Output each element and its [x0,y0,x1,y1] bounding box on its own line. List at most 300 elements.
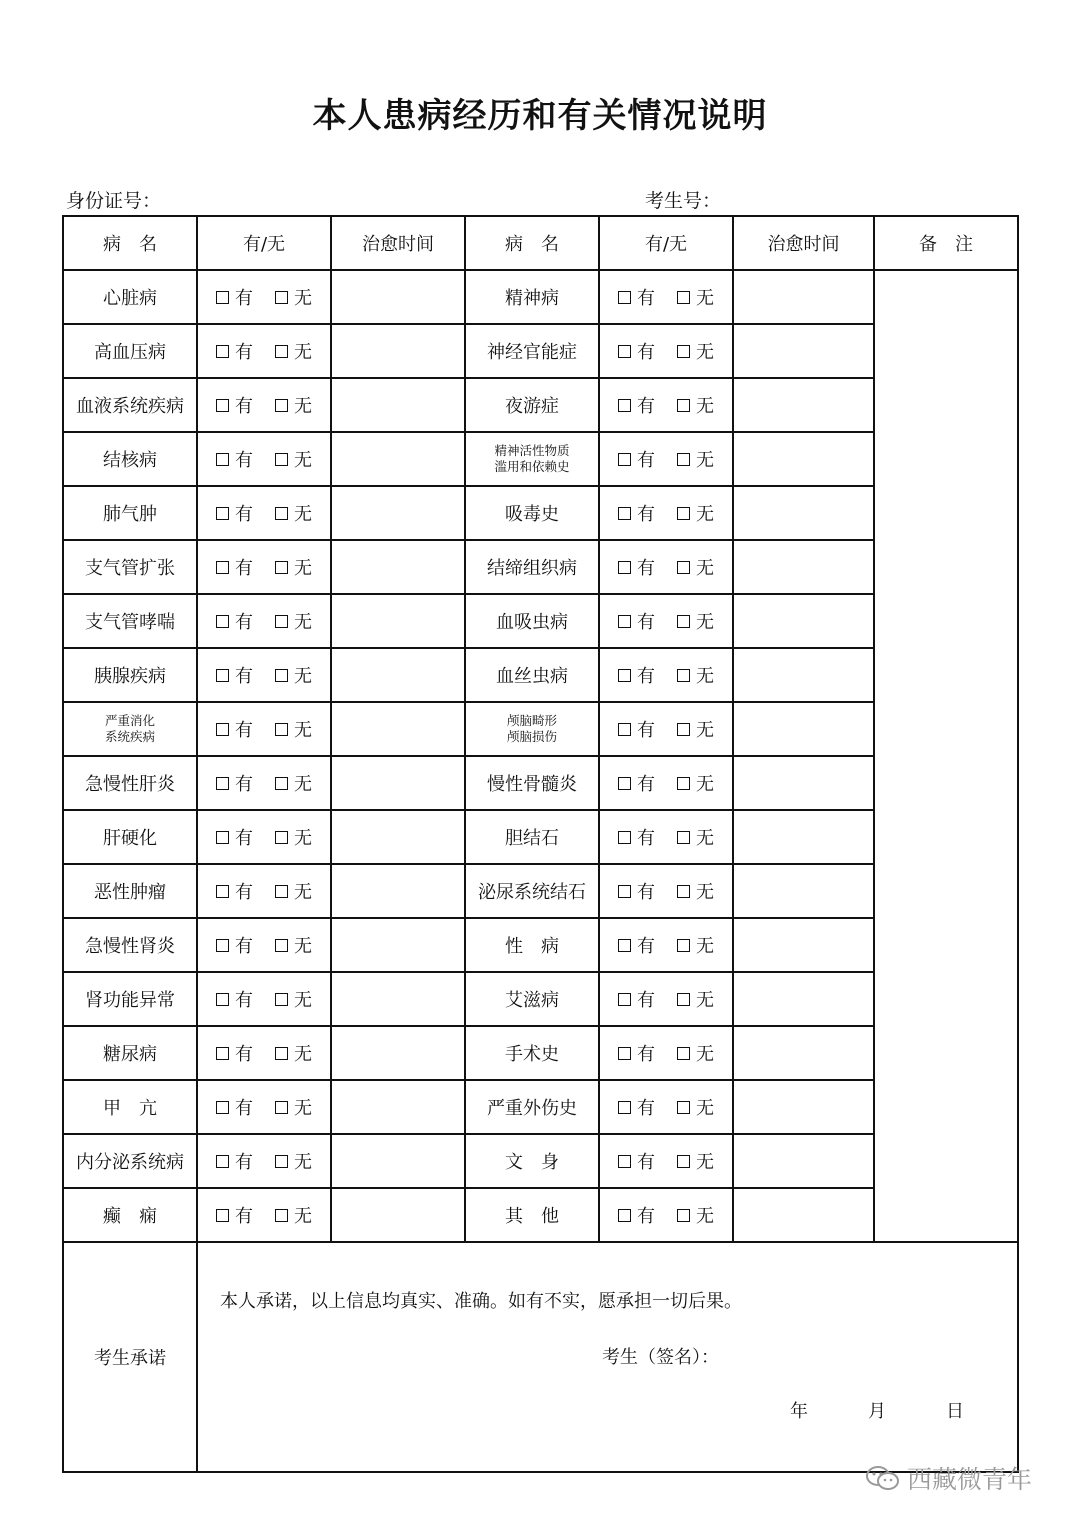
no-checkbox[interactable] [677,1040,714,1066]
left-cure-time-field[interactable] [331,1080,465,1134]
yes-checkbox[interactable] [216,446,253,472]
no-checkbox[interactable] [275,662,312,688]
left-cure-time-field[interactable] [331,864,465,918]
checkbox-square-icon[interactable] [618,723,631,736]
right-yes-no-options [599,486,733,540]
disease-label: 癫 痫 [103,1206,157,1227]
right-disease-name [465,918,599,972]
yes-checkbox[interactable] [216,932,253,958]
checkbox-square-icon[interactable] [618,939,631,952]
yes-checkbox[interactable] [216,770,253,796]
yes-checkbox[interactable] [216,824,253,850]
checkbox-square-icon[interactable] [275,291,288,304]
remarks-field[interactable] [874,270,1018,1242]
right-disease-name [465,1026,599,1080]
yes-checkbox[interactable] [618,500,655,526]
disease-label-line: 颅脑畸形 [506,713,557,728]
no-checkbox[interactable] [677,986,714,1012]
no-option-label: 无 [696,288,714,309]
left-yes-no-options [197,1026,331,1080]
no-checkbox[interactable] [275,716,312,742]
disease-label: 夜游症 [505,396,559,417]
yes-checkbox[interactable] [216,662,253,688]
right-yes-no-options [599,378,733,432]
checkbox-square-icon[interactable] [677,399,690,412]
checkbox-square-icon[interactable] [677,507,690,520]
right-cure-time-field[interactable] [733,1188,874,1242]
checkbox-square-icon[interactable] [618,453,631,466]
left-cure-time-field[interactable] [331,324,465,378]
no-checkbox[interactable] [275,392,312,418]
checkbox-square-icon[interactable] [618,1101,631,1114]
left-yes-no-options [197,918,331,972]
checkbox-square-icon[interactable] [677,453,690,466]
disease-label-line: 颅脑损伤 [506,729,557,744]
yes-checkbox[interactable] [216,608,253,634]
header-disease-name-right: 病 名 [465,216,599,270]
checkbox-square-icon[interactable] [216,777,229,790]
left-yes-no-options [197,594,331,648]
checkbox-square-icon[interactable] [216,1155,229,1168]
exam-number-label: 考生号： [645,190,722,212]
left-yes-no-options [197,1188,331,1242]
checkbox-square-icon[interactable] [216,993,229,1006]
no-option-label: 无 [696,1098,714,1119]
no-checkbox[interactable] [275,554,312,580]
checkbox-square-icon[interactable] [275,831,288,844]
yes-checkbox[interactable] [618,878,655,904]
right-cure-time-field[interactable] [733,1134,874,1188]
no-checkbox[interactable] [275,878,312,904]
no-checkbox[interactable] [677,1148,714,1174]
right-disease-name [465,810,599,864]
checkbox-square-icon[interactable] [618,291,631,304]
chat-bubble-icon [865,1464,901,1492]
disease-label: 结缔组织病 [487,558,577,579]
checkbox-square-icon[interactable] [618,1047,631,1060]
no-checkbox[interactable] [275,446,312,472]
left-disease-name [63,540,197,594]
left-cure-time-field[interactable] [331,594,465,648]
checkbox-square-icon[interactable] [618,1155,631,1168]
checkbox-square-icon[interactable] [618,885,631,898]
checkbox-square-icon[interactable] [275,939,288,952]
left-cure-time-field[interactable] [331,540,465,594]
right-disease-name [465,702,599,756]
left-disease-name [63,972,197,1026]
checkbox-square-icon[interactable] [275,993,288,1006]
disease-label-line: 严重消化 [104,713,155,728]
right-yes-no-options [599,918,733,972]
left-cure-time-field[interactable] [331,756,465,810]
no-option-label: 无 [294,558,312,579]
no-option-label: 无 [294,504,312,525]
disease-label: 糖尿病 [103,1044,157,1065]
no-checkbox[interactable] [677,1094,714,1120]
left-yes-no-options [197,972,331,1026]
right-disease-name [465,1080,599,1134]
no-checkbox[interactable] [677,554,714,580]
no-checkbox[interactable] [275,608,312,634]
right-cure-time-field[interactable] [733,540,874,594]
right-cure-time-field[interactable] [733,972,874,1026]
yes-checkbox[interactable] [618,716,655,742]
checkbox-square-icon[interactable] [618,831,631,844]
no-checkbox[interactable] [677,1202,714,1228]
checkbox-square-icon[interactable] [275,507,288,520]
no-checkbox[interactable] [677,770,714,796]
yes-option-label: 有 [637,666,655,687]
checkbox-square-icon[interactable] [216,561,229,574]
pledge-row [63,1242,1018,1472]
no-checkbox[interactable] [677,824,714,850]
checkbox-square-icon[interactable] [275,1101,288,1114]
checkbox-square-icon[interactable] [677,777,690,790]
no-checkbox[interactable] [677,392,714,418]
yes-checkbox[interactable] [618,392,655,418]
yes-option-label: 有 [637,1044,655,1065]
checkbox-square-icon[interactable] [677,885,690,898]
disease-label: 精神病 [505,288,559,309]
checkbox-square-icon[interactable] [216,615,229,628]
checkbox-square-icon[interactable] [618,507,631,520]
checkbox-square-icon[interactable] [216,345,229,358]
right-yes-no-options [599,756,733,810]
checkbox-square-icon[interactable] [275,615,288,628]
left-cure-time-field[interactable] [331,1026,465,1080]
yes-checkbox[interactable] [618,1202,655,1228]
no-checkbox[interactable] [275,770,312,796]
yes-checkbox[interactable] [216,1148,253,1174]
checkbox-square-icon[interactable] [677,345,690,358]
disease-label: 其 他 [505,1206,559,1227]
yes-checkbox[interactable] [216,284,253,310]
left-yes-no-options [197,324,331,378]
yes-checkbox[interactable] [618,1148,655,1174]
no-option-label: 无 [696,936,714,957]
year-label: 年 [790,1401,808,1422]
disease-label: 血液系统疾病 [76,396,184,417]
disease-label: 胰腺疾病 [94,666,166,687]
checkbox-square-icon[interactable] [216,885,229,898]
no-checkbox[interactable] [275,1040,312,1066]
yes-option-label: 有 [637,342,655,363]
checkbox-square-icon[interactable] [677,1155,690,1168]
checkbox-square-icon[interactable] [216,1047,229,1060]
checkbox-square-icon[interactable] [275,885,288,898]
yes-option-label: 有 [235,1206,253,1227]
left-disease-name [63,648,197,702]
yes-checkbox[interactable] [216,338,253,364]
yes-checkbox[interactable] [216,1202,253,1228]
no-option-label: 无 [696,342,714,363]
right-yes-no-options [599,648,733,702]
checkbox-square-icon[interactable] [677,615,690,628]
left-yes-no-options [197,1080,331,1134]
left-yes-no-options [197,864,331,918]
right-cure-time-field[interactable] [733,864,874,918]
no-checkbox[interactable] [677,662,714,688]
yes-option-label: 有 [235,450,253,471]
left-disease-name [63,702,197,756]
yes-option-label: 有 [235,936,253,957]
no-checkbox[interactable] [275,1202,312,1228]
checkbox-square-icon[interactable] [216,1209,229,1222]
no-option-label: 无 [696,774,714,795]
no-checkbox[interactable] [275,932,312,958]
checkbox-square-icon[interactable] [216,939,229,952]
yes-checkbox[interactable] [618,986,655,1012]
no-option-label: 无 [294,828,312,849]
checkbox-square-icon[interactable] [618,669,631,682]
right-disease-name [465,648,599,702]
disease-label: 性 病 [505,936,559,957]
no-option-label: 无 [294,1206,312,1227]
checkbox-square-icon[interactable] [677,669,690,682]
no-option-label: 无 [696,828,714,849]
id-number-label: 身份证号： [66,190,162,212]
left-disease-name [63,1134,197,1188]
checkbox-square-icon[interactable] [677,831,690,844]
checkbox-square-icon[interactable] [216,723,229,736]
yes-option-label: 有 [637,558,655,579]
right-disease-name [465,1134,599,1188]
checkbox-square-icon[interactable] [618,777,631,790]
right-disease-name [465,324,599,378]
left-cure-time-field[interactable] [331,702,465,756]
disease-label: 慢性骨髓炎 [487,774,577,795]
left-disease-name [63,918,197,972]
yes-checkbox[interactable] [618,770,655,796]
month-label: 月 [868,1401,886,1422]
no-checkbox[interactable] [677,608,714,634]
checkbox-square-icon[interactable] [275,669,288,682]
checkbox-square-icon[interactable] [677,993,690,1006]
left-cure-time-field[interactable] [331,1188,465,1242]
no-checkbox[interactable] [677,446,714,472]
disease-label: 高血压病 [94,342,166,363]
yes-checkbox[interactable] [618,1094,655,1120]
left-yes-no-options [197,378,331,432]
yes-checkbox[interactable] [618,554,655,580]
checkbox-square-icon[interactable] [618,1209,631,1222]
checkbox-square-icon[interactable] [618,615,631,628]
checkbox-square-icon[interactable] [275,1155,288,1168]
checkbox-square-icon[interactable] [216,1101,229,1114]
checkbox-square-icon[interactable] [677,1047,690,1060]
yes-checkbox[interactable] [618,284,655,310]
left-cure-time-field[interactable] [331,972,465,1026]
checkbox-square-icon[interactable] [216,399,229,412]
checkbox-square-icon[interactable] [275,1209,288,1222]
left-cure-time-field[interactable] [331,270,465,324]
yes-option-label: 有 [637,450,655,471]
right-cure-time-field[interactable] [733,324,874,378]
no-checkbox[interactable] [275,824,312,850]
disease-label: 吸毒史 [505,504,559,525]
no-checkbox[interactable] [275,284,312,310]
pledge-statement: 本人承诺，以上信息均真实、准确。如有不实，愿承担一切后果。 [220,1291,742,1312]
right-disease-name [465,540,599,594]
date-line [790,1397,964,1423]
disease-label-line: 滥用和依赖史 [494,459,570,474]
left-disease-name [63,1026,197,1080]
header-row [63,216,1018,270]
checkbox-square-icon[interactable] [677,723,690,736]
medical-history-table [62,215,1019,1473]
disease-label: 急慢性肾炎 [85,936,175,957]
disease-label-line: 系统疾病 [104,729,155,744]
no-checkbox[interactable] [677,878,714,904]
left-yes-no-options [197,270,331,324]
disease-label: 肺气肿 [103,504,157,525]
table-row [63,270,1018,324]
checkbox-square-icon[interactable] [275,453,288,466]
yes-checkbox[interactable] [618,932,655,958]
checkbox-square-icon[interactable] [216,291,229,304]
checkbox-square-icon[interactable] [618,993,631,1006]
left-disease-name [63,324,197,378]
yes-checkbox[interactable] [618,662,655,688]
left-cure-time-field[interactable] [331,1134,465,1188]
checkbox-square-icon[interactable] [677,291,690,304]
no-option-label: 无 [294,450,312,471]
checkbox-square-icon[interactable] [677,561,690,574]
right-yes-no-options [599,594,733,648]
right-cure-time-field[interactable] [733,432,874,486]
yes-checkbox[interactable] [216,986,253,1012]
checkbox-square-icon[interactable] [216,453,229,466]
checkbox-square-icon[interactable] [275,345,288,358]
right-disease-name [465,486,599,540]
disease-label: 严重外伤史 [487,1098,577,1119]
right-yes-no-options [599,1026,733,1080]
no-checkbox[interactable] [275,1148,312,1174]
checkbox-square-icon[interactable] [618,399,631,412]
yes-checkbox[interactable] [618,1040,655,1066]
left-cure-time-field[interactable] [331,648,465,702]
checkbox-square-icon[interactable] [275,777,288,790]
yes-option-label: 有 [235,1098,253,1119]
left-cure-time-field[interactable] [331,918,465,972]
no-option-label: 无 [696,450,714,471]
no-checkbox[interactable] [677,338,714,364]
checkbox-square-icon[interactable] [677,1101,690,1114]
no-checkbox[interactable] [275,500,312,526]
no-option-label: 无 [294,612,312,633]
right-disease-name [465,756,599,810]
left-cure-time-field[interactable] [331,486,465,540]
checkbox-square-icon[interactable] [275,1047,288,1060]
checkbox-square-icon[interactable] [216,669,229,682]
left-cure-time-field[interactable] [331,432,465,486]
pledge-label: 考生承诺 [63,1242,197,1472]
no-checkbox[interactable] [677,932,714,958]
no-checkbox[interactable] [677,284,714,310]
left-yes-no-options [197,810,331,864]
right-cure-time-field[interactable] [733,918,874,972]
right-cure-time-field[interactable] [733,702,874,756]
checkbox-square-icon[interactable] [677,1209,690,1222]
yes-checkbox[interactable] [216,1094,253,1120]
checkbox-square-icon[interactable] [618,561,631,574]
checkbox-square-icon[interactable] [216,831,229,844]
right-cure-time-field[interactable] [733,1080,874,1134]
no-checkbox[interactable] [275,986,312,1012]
yes-checkbox[interactable] [618,824,655,850]
left-disease-name [63,1188,197,1242]
yes-option-label: 有 [235,720,253,741]
right-cure-time-field[interactable] [733,1026,874,1080]
right-cure-time-field[interactable] [733,756,874,810]
yes-checkbox[interactable] [618,446,655,472]
left-disease-name [63,1080,197,1134]
no-checkbox[interactable] [677,716,714,742]
yes-option-label: 有 [637,774,655,795]
right-cure-time-field[interactable] [733,378,874,432]
yes-checkbox[interactable] [216,878,253,904]
checkbox-square-icon[interactable] [275,723,288,736]
yes-option-label: 有 [637,828,655,849]
yes-option-label: 有 [637,504,655,525]
no-option-label: 无 [294,720,312,741]
signature-field[interactable]: 考生（签名）： [602,1347,719,1368]
no-option-label: 无 [294,1098,312,1119]
no-checkbox[interactable] [677,500,714,526]
header-cure-time-right: 治愈时间 [733,216,874,270]
yes-checkbox[interactable] [216,716,253,742]
yes-checkbox[interactable] [216,500,253,526]
yes-checkbox[interactable] [216,1040,253,1066]
left-disease-name [63,486,197,540]
left-cure-time-field[interactable] [331,810,465,864]
checkbox-square-icon[interactable] [216,507,229,520]
no-checkbox[interactable] [275,338,312,364]
left-disease-name [63,270,197,324]
yes-checkbox[interactable] [618,338,655,364]
right-disease-name [465,378,599,432]
right-cure-time-field[interactable] [733,594,874,648]
no-option-label: 无 [696,504,714,525]
yes-option-label: 有 [235,1044,253,1065]
yes-checkbox[interactable] [216,554,253,580]
right-cure-time-field[interactable] [733,648,874,702]
checkbox-square-icon[interactable] [618,345,631,358]
header-disease-name: 病 名 [63,216,197,270]
disease-label: 支气管扩张 [85,558,175,579]
header-cure-time: 治愈时间 [331,216,465,270]
checkbox-square-icon[interactable] [677,939,690,952]
checkbox-square-icon[interactable] [275,399,288,412]
no-checkbox[interactable] [275,1094,312,1120]
disease-label: 手术史 [505,1044,559,1065]
yes-option-label: 有 [637,612,655,633]
yes-option-label: 有 [637,882,655,903]
disease-label: 神经官能症 [487,342,577,363]
yes-checkbox[interactable] [216,392,253,418]
disease-label: 胆结石 [505,828,559,849]
yes-option-label: 有 [235,504,253,525]
header-yes-no-right: 有/无 [599,216,733,270]
right-cure-time-field[interactable] [733,810,874,864]
left-cure-time-field[interactable] [331,378,465,432]
yes-option-label: 有 [235,666,253,687]
right-cure-time-field[interactable] [733,270,874,324]
yes-option-label: 有 [235,990,253,1011]
yes-checkbox[interactable] [618,608,655,634]
right-cure-time-field[interactable] [733,486,874,540]
checkbox-square-icon[interactable] [275,561,288,574]
